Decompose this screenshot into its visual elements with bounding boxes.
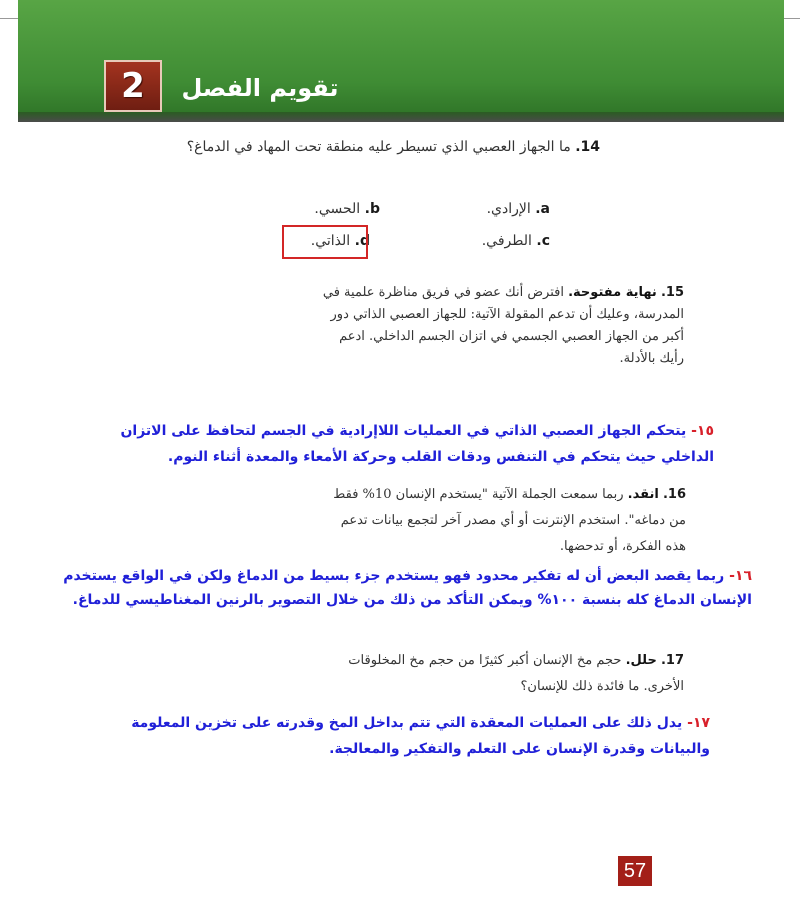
answer-text: يتحكم الجهاز العصبي الذاتي في العمليات اللاإرادية في الجسم لتحافظ على الاتزان الداخلي حيث يتحكم في التنفس ودقات القلب وحركة الأمعاء والمعدة أثناء النوم. [120, 423, 714, 465]
answer-16 [40, 564, 752, 612]
question-text: ربما سمعت الجملة الآتية "يستخدم الإنسان 10% فقط من دماغه". استخدم الإنترنت أو أي مصدر آخر لتجمع بيانات تدعم هذه الفكرة، أو تدحضها. [333, 487, 686, 554]
answer-number: ١٦- [729, 568, 752, 584]
question-number: 14. [575, 139, 600, 155]
option-letter: d. [354, 233, 370, 249]
answer-text: يدل ذلك على العمليات المعقدة التي تتم بداخل المخ وقدرته على تخزين المعلومة والبيانات وقدرة الإنسان على التعلم والتفكير والمعالجة. [131, 715, 710, 757]
option-text: الإرادي. [486, 201, 531, 217]
option-a[interactable] [487, 201, 550, 217]
question-text: حجم مخ الإنسان أكبر كثيرًا من حجم مخ المخلوقات الأخرى. ما فائدة ذلك للإنسان؟ [348, 653, 684, 694]
answer-text: ربما يقصد البعض أن له تفكير محدود فهو يستخدم جزء بسيط من الدماغ ولكن في الواقع يستخدم الإنسان الدماغ كله بنسبة ١٠٠% ويمكن التأكد من ذلك من خلال التصوير بالرنين المغناطيسي للدماغ. [63, 568, 752, 608]
option-letter: b. [364, 201, 380, 217]
question-16 [326, 482, 686, 560]
question-number: 16. [662, 487, 686, 502]
question-heading: انقد. [627, 487, 659, 502]
answer-15 [64, 418, 714, 470]
crop-mark-left [0, 0, 19, 19]
selected-answer-highlight [282, 225, 368, 259]
chapter-number-badge: 2 [104, 60, 162, 112]
question-14 [180, 134, 600, 160]
option-text: الطرفي. [481, 233, 532, 249]
header-divider [18, 112, 784, 122]
answer-number: ١٥- [691, 423, 714, 439]
option-text: الحسي. [314, 201, 361, 217]
question-heading: نهاية مفتوحة. [568, 285, 657, 300]
option-letter: c. [536, 233, 550, 249]
question-text: افترض أنك عضو في فريق مناظرة علمية في المدرسة، وعليك أن تدعم المقولة الآتية: للجهاز العصبي الذاتي دور أكبر من الجهاز العصبي الجسمي في اتزان الجسم الداخلي. ادعم رأيك بالأدلة. [322, 285, 684, 366]
chapter-review-title: تقويم الفصل [181, 74, 339, 102]
option-letter: a. [535, 201, 550, 217]
question-17 [318, 648, 684, 700]
option-text: الذاتي. [310, 233, 351, 249]
option-c[interactable] [482, 233, 550, 249]
question-15 [322, 282, 684, 370]
question-number: 17. [660, 653, 684, 668]
answer-17 [70, 710, 710, 762]
page-number: 57 [618, 856, 652, 886]
answer-number: ١٧- [687, 715, 710, 731]
question-heading: حلل. [625, 653, 657, 668]
question-number: 15. [660, 285, 684, 300]
question-text: ما الجهاز العصبي الذي تسيطر عليه منطقة تحت المهاد في الدماغ؟ [186, 139, 571, 155]
option-b[interactable] [314, 201, 380, 217]
